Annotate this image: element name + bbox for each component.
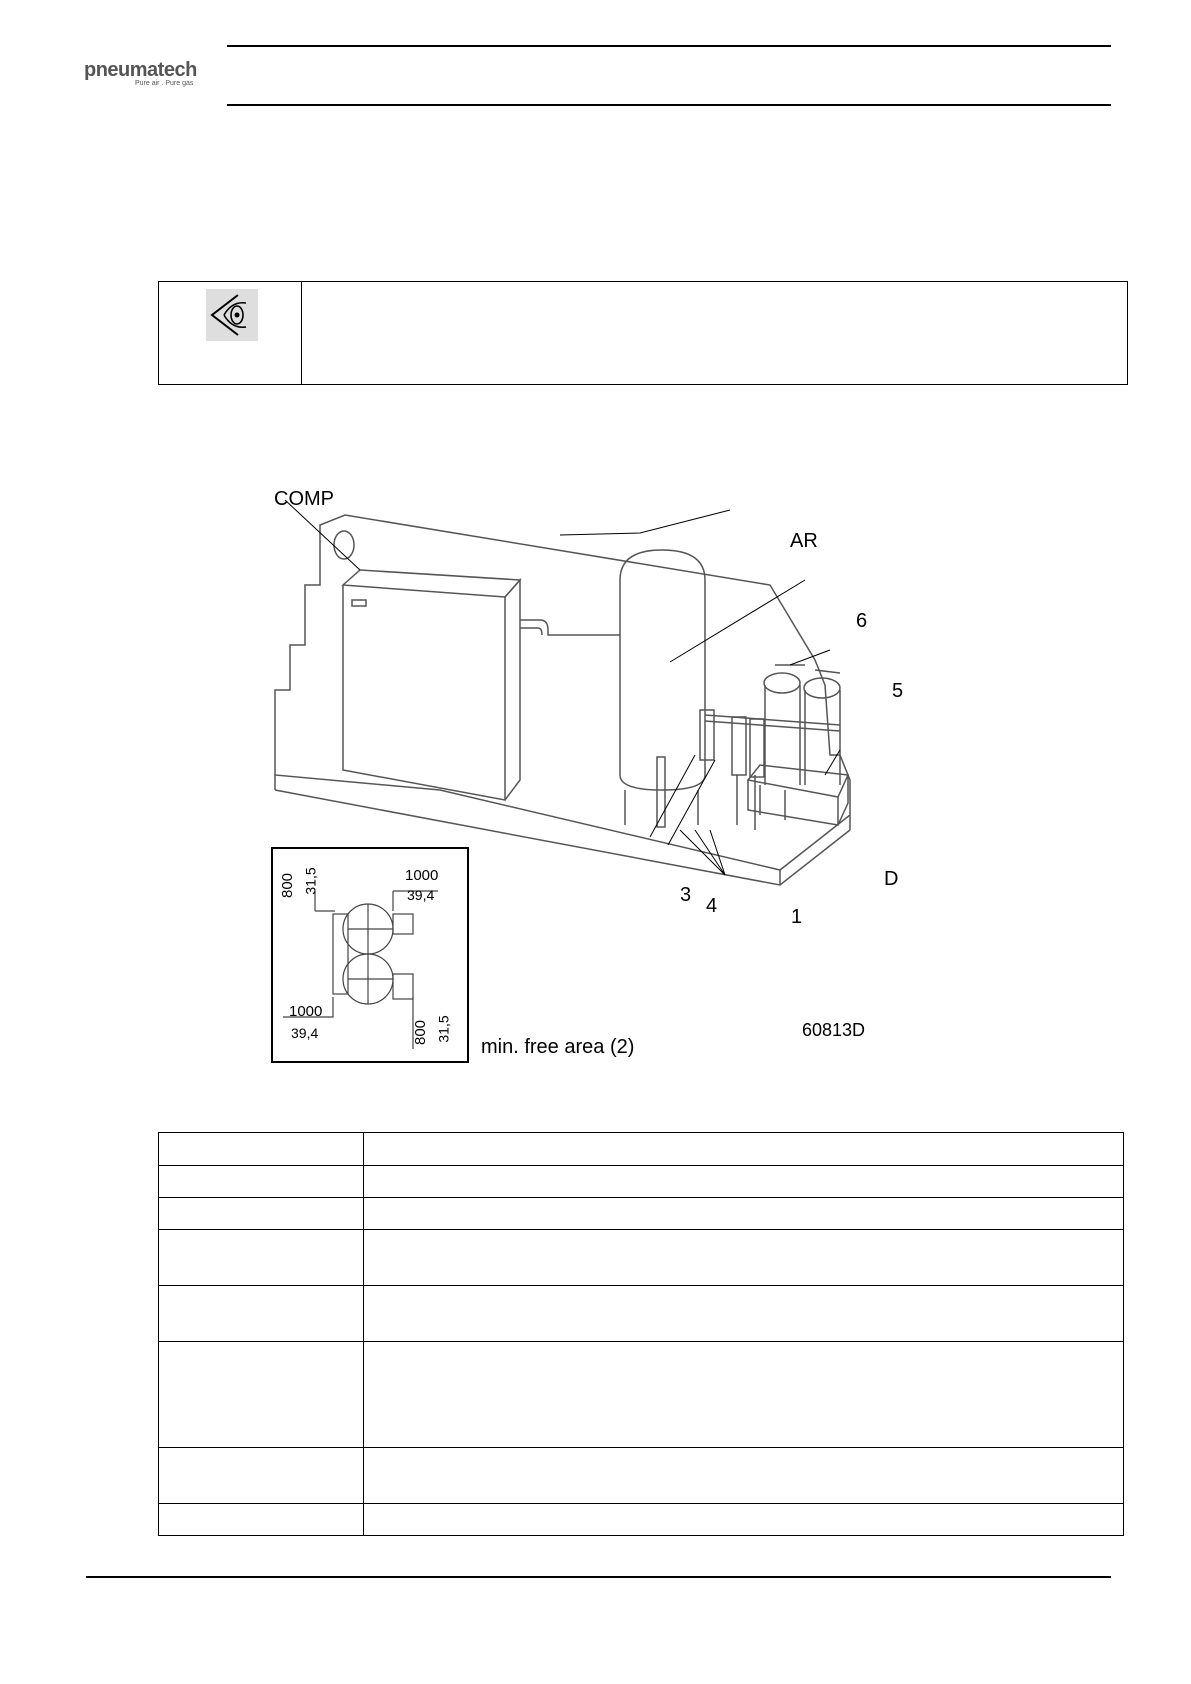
logo: pneumatech [84, 59, 197, 81]
label-3: 3 [680, 884, 692, 906]
label-4: 4 [706, 895, 718, 917]
inset-free-area [271, 847, 469, 1063]
table-row [159, 1448, 1124, 1504]
inset-dim-right-mm: 800 [412, 1019, 430, 1046]
notice-box [158, 281, 1128, 385]
eye-icon [206, 289, 258, 341]
label-5: 5 [892, 680, 904, 702]
inset-dim-left-in: 31,5 [302, 867, 319, 895]
label-d: D [884, 868, 899, 890]
figure-code: 60813D [802, 1020, 866, 1040]
inset-dim-top-mm: 1000 [405, 867, 439, 884]
label-1: 1 [791, 906, 803, 928]
inset-dim-left-mm: 800 [279, 872, 297, 899]
inset-dim-bottom-in: 39,4 [291, 1025, 319, 1041]
legend-table [158, 1132, 1124, 1536]
label-ar: AR [790, 530, 818, 552]
header-bottom-rule [227, 104, 1111, 106]
inset-dim-bottom-mm: 1000 [289, 1003, 323, 1020]
table-row [159, 1504, 1124, 1536]
label-6: 6 [856, 610, 868, 632]
label-comp: COMP [274, 488, 334, 510]
notice-divider [301, 282, 302, 384]
inset-dim-right-in: 31,5 [435, 1015, 452, 1043]
footer-rule [86, 1576, 1111, 1578]
table-row [159, 1286, 1124, 1342]
figure-caption: min. free area (2) [481, 1036, 635, 1058]
table-row [159, 1133, 1124, 1166]
table-row [159, 1230, 1124, 1286]
table-row [159, 1342, 1124, 1448]
table-row [159, 1198, 1124, 1230]
inset-dim-top-in: 39,4 [407, 887, 435, 903]
header-top-rule [227, 45, 1111, 47]
logo-tagline: Pure air . Pure gas [135, 80, 194, 87]
table-row [159, 1166, 1124, 1198]
